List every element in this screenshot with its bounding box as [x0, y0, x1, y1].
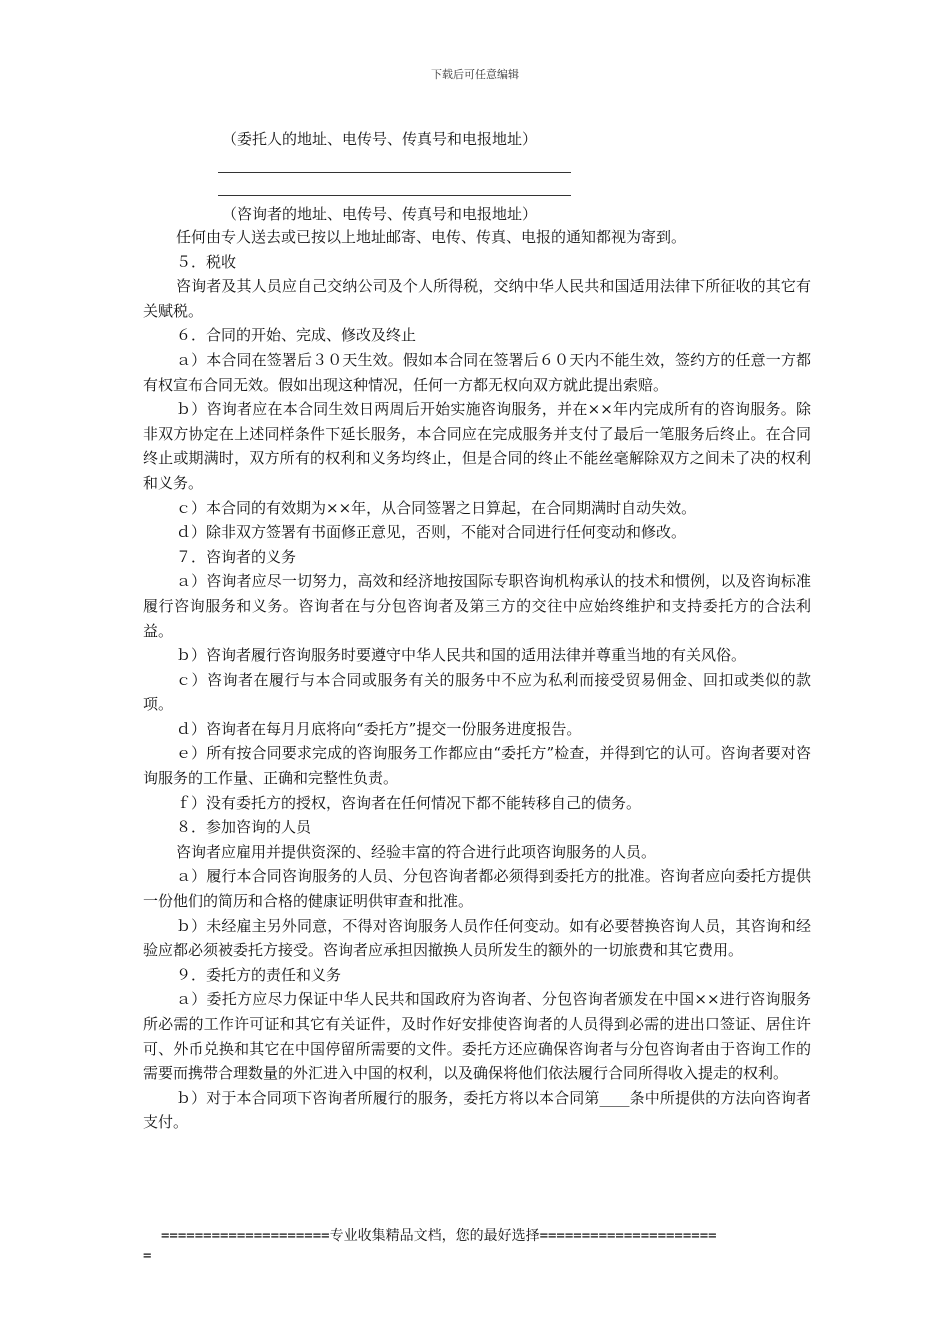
paragraph: ｃ）咨询者在履行与本合同或服务有关的服务中不应为私利而接受贸易佣金、回扣或类似的款项。: [143, 670, 811, 714]
section-heading: ６．合同的开始、完成、修改及终止: [176, 326, 417, 345]
paragraph: ｄ）咨询者在每月月底将向“委托方”提交一份服务进度报告。: [176, 719, 582, 738]
paragraph: ｅ）所有按合同要求完成的咨询服务工作都应由“委托方”检查，并得到它的认可。咨询者要对咨询服务的工作量、正确和完整性负责。: [143, 744, 811, 788]
paragraph: ａ）履行本合同咨询服务的人员、分包咨询者都必须得到委托方的批准。咨询者应向委托方提供一份他们的简历和合格的健康证明供审查和批准。: [143, 867, 811, 911]
section-heading: ５．税收: [176, 252, 237, 271]
client-address-caption: （委托人的地址、电传号、传真号和电报地址）: [222, 130, 538, 148]
paragraph: ｃ）本合同的有效期为××年，从合同签署之日算起，在合同期满时自动失效。: [176, 498, 697, 517]
paragraph: ａ）咨询者应尽一切努力，高效和经济地按国际专职咨询机构承认的技术和惯例，以及咨询标准履行咨询服务和义务。咨询者在与分包咨询者及第三方的交往中应始终维护和支持委托方的合法利益。: [143, 572, 811, 640]
paragraph: ｄ）除非双方签署有书面修正意见，否则，不能对合同进行任何变动和修改。: [176, 523, 687, 542]
section-heading: ７．咨询者的义务: [176, 547, 297, 566]
section-heading: ８．参加咨询的人员: [176, 818, 312, 837]
footer-banner: ====================专业收集精品文档，您的最好选择=====================: [161, 1228, 717, 1244]
paragraph: ｂ）咨询者履行咨询服务时要遵守中华人民共和国的适用法律并尊重当地的有关风俗。: [176, 646, 747, 665]
paragraph: 任何由专人送去或已按以上地址邮寄、电传、传真、电报的通知都视为寄到。: [176, 228, 687, 246]
paragraph: ａ）委托方应尽力保证中华人民共和国政府为咨询者、分包咨询者颁发在中国××进行咨询服务所必需的工作许可证和其它有关证件，及时作好安排使咨询者的人员得到必需的进出口签证、居住许可、外币兑换和其它在中国停留所需要的文件。委托方还应确保咨询者与分包咨询者由于咨询工作的需要而携带合理数量的外汇进入中国的权利，以及确保将他们依法履行合同所得收入提走的权利。: [143, 990, 811, 1083]
page-footer: [143, 1226, 811, 1266]
paragraph: 咨询者及其人员应自己交纳公司及个人所得税，交纳中华人民共和国适用法律下所征收的其它有关赋税。: [143, 277, 811, 320]
page-header: 下载后可任意编辑: [431, 68, 519, 81]
address-blank-line-1: [218, 172, 571, 173]
paragraph: 咨询者应雇用并提供资深的、经验丰富的符合进行此项咨询服务的人员。: [176, 842, 657, 861]
consultant-address-caption: （咨询者的地址、电传号、传真号和电报地址）: [222, 205, 538, 223]
paragraph: ｂ）对于本合同项下咨询者所履行的服务，委托方将以本合同第____条中所提供的方法向咨询者支付。: [143, 1088, 811, 1132]
paragraph: ｆ）没有委托方的授权，咨询者在任何情况下都不能转移自己的债务。: [176, 793, 642, 812]
paragraph: ａ）本合同在签署后３０天生效。假如本合同在签署后６０天内不能生效，签约方的任意一方都有权宣布合同无效。假如出现这种情况，任何一方都无权向双方就此提出索赔。: [143, 350, 811, 394]
contract-body: [143, 225, 811, 1135]
paragraph: ｂ）咨询者应在本合同生效日两周后开始实施咨询服务，并在××年内完成所有的咨询服务。除非双方协定在上述同样条件下延长服务，本合同应在完成服务并支付了最后一笔服务后终止。在合同终止或期满时，双方所有的权利和义务均终止，但是合同的终止不能丝毫解除双方之间未了决的权利和义务。: [143, 400, 811, 492]
footer-banner-end: =: [143, 1248, 152, 1264]
paragraph: ｂ）未经雇主另外同意，不得对咨询服务人员作任何变动。如有必要替换咨询人员，其咨询和经验应都必须被委托方接受。咨询者应承担因撤换人员所发生的额外的一切旅费和其它费用。: [143, 916, 811, 960]
section-heading: ９．委托方的责任和义务: [176, 965, 342, 984]
address-blank-line-2: [218, 195, 571, 196]
